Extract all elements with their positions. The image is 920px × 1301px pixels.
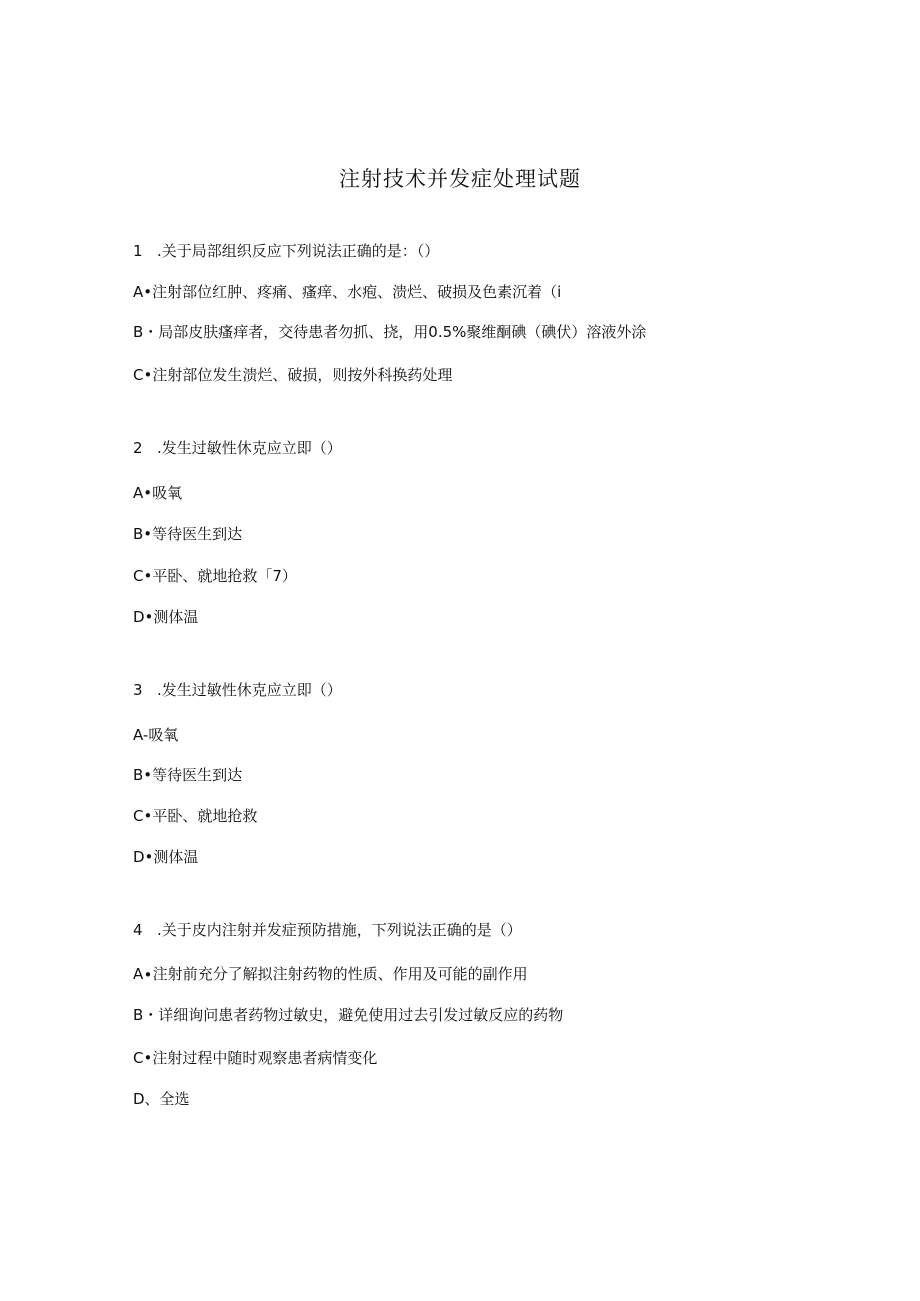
question-3-option-c: C•平卧、就地抢救 — [133, 807, 258, 825]
question-4-option-d: D、全选 — [133, 1090, 190, 1108]
question-1-text: .关于局部组织反应下列说法正确的是：（） — [157, 242, 440, 260]
question-1-number: 1 — [133, 242, 143, 260]
question-1-option-b: B・局部皮肤瘙痒者，交待患者勿抓、挠，用0.5%聚维酮碘（碘伏）溶液外涂 — [133, 323, 647, 341]
question-4-option-c: C•注射过程中随时观察患者病情变化 — [133, 1049, 378, 1067]
question-3-option-b: B•等待医生到达 — [133, 766, 243, 784]
question-2-number: 2 — [133, 439, 143, 457]
question-3-number: 3 — [133, 681, 143, 699]
question-4-text: .关于皮内注射并发症预防措施，下列说法正确的是（） — [157, 921, 522, 939]
question-3-text: .发生过敏性休克应立即（） — [157, 681, 342, 699]
question-3-stem — [133, 679, 342, 701]
question-1-stem — [133, 240, 439, 262]
question-1-option-a: A•注射部位红肿、疼痛、瘙痒、水疱、溃烂、破损及色素沉着（i — [133, 283, 562, 301]
question-2-text: .发生过敏性休克应立即（） — [157, 439, 342, 457]
question-3-option-a: A-吸氧 — [133, 726, 179, 744]
document-title: 注射技术并发症处理试题 — [339, 167, 581, 191]
question-2-option-c: C•平卧、就地抢救「7） — [133, 567, 297, 585]
question-2-option-b: B•等待医生到达 — [133, 525, 243, 543]
question-4-option-a: A∙注射前充分了解拟注射药物的性质、作用及可能的副作用 — [133, 965, 528, 983]
question-2-option-a: A•吸氧 — [133, 484, 183, 502]
question-4-option-b: B・详细询问患者药物过敏史，避免使用过去引发过敏反应的药物 — [133, 1006, 564, 1024]
question-4-number: 4 — [133, 921, 143, 939]
question-2-option-d: D•测体温 — [133, 608, 199, 626]
question-2-stem — [133, 437, 342, 459]
question-1-option-c: C•注射部位发生溃烂、破损，则按外科换药处理 — [133, 366, 453, 384]
question-4-stem — [133, 919, 522, 941]
question-3-option-d: D•测体温 — [133, 848, 199, 866]
